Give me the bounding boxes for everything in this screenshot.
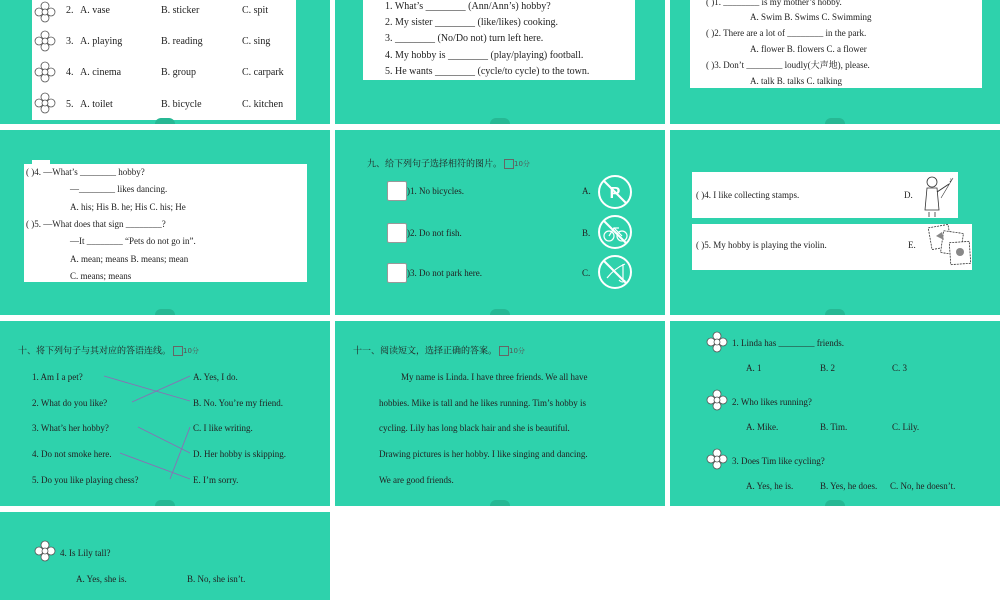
passage-line: My name is Linda. I have three friends. We all have bbox=[401, 372, 588, 382]
answer-item: A. Yes, I do. bbox=[193, 372, 238, 382]
flower-bullet-icon bbox=[706, 389, 728, 411]
option-c: C. kitchen bbox=[242, 99, 284, 110]
section-title: 十一、阅读短文，选择正确的答案。 10分 bbox=[353, 346, 525, 357]
reading-option: B. Tim. bbox=[820, 422, 848, 432]
score-icon bbox=[499, 346, 509, 356]
choice-options: A. Swim B. Swims C. Swimming bbox=[750, 12, 872, 22]
reading-option: A. Yes, she is. bbox=[76, 574, 127, 584]
question-item: 5. Do you like playing chess? bbox=[32, 475, 139, 485]
answer-box[interactable] bbox=[387, 181, 407, 201]
slide-notch bbox=[490, 118, 510, 124]
reading-question: 2. Who likes running? bbox=[732, 397, 812, 407]
choice-options: C. means; means bbox=[70, 271, 132, 281]
slide-2[interactable] bbox=[335, 0, 665, 124]
option-b: B. bicycle bbox=[161, 99, 202, 110]
reading-option: C. Lily. bbox=[892, 422, 920, 432]
section-title: 十、将下列句子与其对应的答语连线。 10分 bbox=[18, 346, 199, 357]
choice-options: A. talk B. talks C. talking bbox=[750, 76, 842, 86]
reading-question: 1. Linda has ________ friends. bbox=[732, 338, 844, 348]
fill-blank-line: 1. What’s ________ (Ann/Ann’s) hobby? bbox=[385, 1, 551, 12]
stamps-icon bbox=[926, 222, 974, 268]
option-c: C. sing bbox=[242, 36, 271, 47]
option-b: B. sticker bbox=[161, 5, 200, 16]
row-num: 2. bbox=[66, 5, 74, 16]
slide-4[interactable] bbox=[0, 130, 330, 315]
answer-box[interactable] bbox=[387, 263, 407, 283]
option-letter: A. bbox=[582, 186, 591, 196]
question-item: 3. What’s her hobby? bbox=[32, 423, 109, 433]
slide-notch bbox=[490, 309, 510, 315]
passage-line: cycling. Lily has long black hair and she is beautiful. bbox=[379, 423, 570, 433]
option-c: C. spit bbox=[242, 5, 269, 16]
choice-question: ( )2. There are a lot of ________ in the park. bbox=[706, 28, 867, 38]
row-num: 5. bbox=[66, 99, 74, 110]
answer-item: C. I like writing. bbox=[193, 423, 253, 433]
no-bicycles-sign-icon bbox=[597, 214, 633, 250]
row-num: 4. bbox=[66, 67, 74, 78]
reading-option: C. 3 bbox=[892, 363, 908, 373]
option-a: A. vase bbox=[80, 5, 110, 16]
flower-bullet-icon bbox=[34, 540, 56, 562]
flower-icon bbox=[34, 30, 56, 52]
reading-option: B. 2 bbox=[820, 363, 836, 373]
match-sentence: ( )4. I like collecting stamps. bbox=[696, 190, 800, 200]
reading-option: A. Mike. bbox=[746, 422, 779, 432]
option-a: A. cinema bbox=[80, 67, 122, 78]
question-item: 1. Am I a pet? bbox=[32, 372, 83, 382]
choice-question: ( )3. Don’t ________ loudly(大声地), please. bbox=[706, 60, 870, 70]
passage-line: We are good friends. bbox=[379, 475, 454, 485]
sign-sentence: )3. Do not park here. bbox=[407, 268, 482, 278]
answer-box[interactable] bbox=[387, 223, 407, 243]
no-fishing-sign-icon bbox=[597, 254, 633, 290]
choice-options: A. mean; means B. means; mean bbox=[70, 254, 189, 264]
option-c: C. carpark bbox=[242, 67, 284, 78]
reading-question: 4. Is Lily tall? bbox=[60, 548, 111, 558]
passage-line: Drawing pictures is her hobby. I like singing and dancing. bbox=[379, 449, 588, 459]
slide-9[interactable] bbox=[670, 321, 1000, 506]
flower-icon bbox=[34, 61, 56, 83]
slide-8[interactable] bbox=[335, 321, 665, 506]
reading-option: B. No, she isn’t. bbox=[187, 574, 246, 584]
score-icon bbox=[504, 159, 514, 169]
slide-notch bbox=[155, 500, 175, 506]
option-letter: C. bbox=[582, 268, 591, 278]
answer-item: E. I’m sorry. bbox=[193, 475, 239, 485]
option-a: A. playing bbox=[80, 36, 123, 47]
option-letter: D. bbox=[904, 190, 913, 200]
choice-options: A. his; His B. he; His C. his; He bbox=[70, 202, 186, 212]
slide-notch bbox=[825, 500, 845, 506]
choice-line: —It ________ “Pets do not go in”. bbox=[70, 236, 196, 246]
fill-blank-line: 4. My hobby is ________ (play/playing) football. bbox=[385, 50, 584, 61]
reading-option: A. 1 bbox=[746, 363, 762, 373]
matching-lines bbox=[0, 321, 330, 506]
answer-item: D. Her hobby is skipping. bbox=[193, 449, 286, 459]
violin-player-icon bbox=[917, 172, 957, 218]
answer-item: B. No. You’re my friend. bbox=[193, 398, 283, 408]
flower-bullet-icon bbox=[706, 331, 728, 353]
flower-icon bbox=[34, 92, 56, 114]
svg-text:♪: ♪ bbox=[949, 176, 953, 184]
option-b: B. group bbox=[161, 67, 196, 78]
match-sentence: ( )5. My hobby is playing the violin. bbox=[696, 240, 827, 250]
slide-notch bbox=[825, 309, 845, 315]
slide-notch bbox=[155, 309, 175, 315]
no-parking-sign-icon bbox=[597, 174, 633, 210]
option-a: A. toilet bbox=[80, 99, 113, 110]
sign-sentence: )1. No bicycles. bbox=[407, 186, 464, 196]
choice-question: ( )5. —What does that sign ________? bbox=[26, 219, 166, 229]
option-letter: E. bbox=[908, 240, 916, 250]
slide-notch bbox=[155, 118, 175, 124]
slide-10[interactable] bbox=[0, 512, 330, 600]
sign-sentence: )2. Do not fish. bbox=[407, 228, 462, 238]
fill-blank-line: 5. He wants ________ (cycle/to cycle) to the town. bbox=[385, 66, 590, 77]
reading-option: A. Yes, he is. bbox=[746, 481, 794, 491]
choice-question: ( )1. ________ is my mother’s hobby. bbox=[706, 0, 842, 7]
flower-bullet-icon bbox=[706, 448, 728, 470]
question-item: 2. What do you like? bbox=[32, 398, 108, 408]
section-title: 九、给下列句子选择相符的图片。 10分 bbox=[367, 159, 530, 170]
option-letter: B. bbox=[582, 228, 591, 238]
slide-7[interactable] bbox=[0, 321, 330, 506]
slide-3[interactable] bbox=[670, 0, 1000, 124]
flower-icon bbox=[34, 1, 56, 23]
slide-1[interactable] bbox=[0, 0, 330, 124]
fill-blank-line: 3. ________ (No/Do not) turn left here. bbox=[385, 33, 544, 44]
passage-line: hobbies. Mike is tall and he likes running. Tim’s hobby is bbox=[379, 398, 587, 408]
slide-notch bbox=[490, 500, 510, 506]
slide-notch bbox=[825, 118, 845, 124]
choice-question: ( )4. —What’s ________ hobby? bbox=[26, 167, 145, 177]
choice-line: —________ likes dancing. bbox=[70, 184, 168, 194]
row-num: 3. bbox=[66, 36, 74, 47]
fill-blank-line: 2. My sister ________ (like/likes) cooking. bbox=[385, 17, 559, 28]
reading-option: C. No, he doesn’t. bbox=[890, 481, 956, 491]
slide-6[interactable] bbox=[670, 130, 1000, 315]
option-b: B. reading bbox=[161, 36, 203, 47]
reading-question: 3. Does Tim like cycling? bbox=[732, 456, 825, 466]
slide-5[interactable] bbox=[335, 130, 665, 315]
choice-options: A. flower B. flowers C. a flower bbox=[750, 44, 867, 54]
svg-text:P: P bbox=[609, 185, 621, 202]
reading-option: B. Yes, he does. bbox=[820, 481, 878, 491]
question-item: 4. Do not smoke here. bbox=[32, 449, 112, 459]
